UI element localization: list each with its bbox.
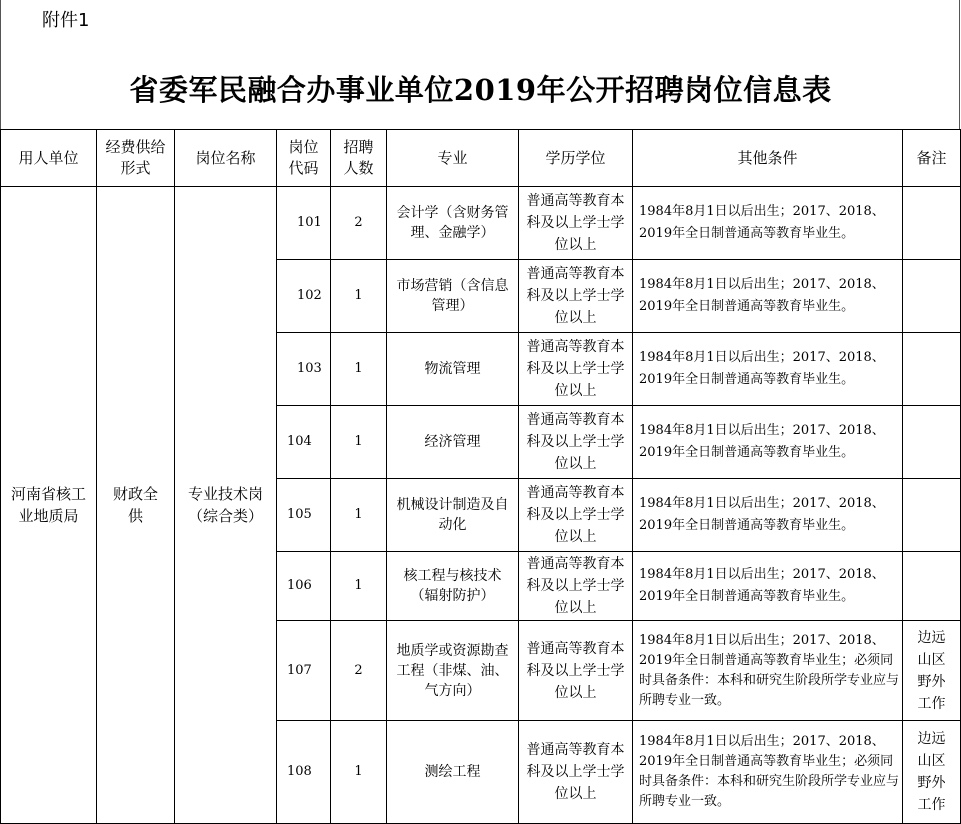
cell-education: 普通高等教育本科及以上学士学位以上 [519,552,633,621]
cell-count: 1 [331,333,387,406]
header-major: 专业 [387,130,519,187]
cell-count: 1 [331,479,387,552]
cell-other: 1984年8月1日以后出生；2017、2018、2019年全日制普通高等教育毕业生；必须同时具备条件：本科和研究生阶段所学专业应与所聘专业一致。 [633,721,903,824]
cell-other: 1984年8月1日以后出生；2017、2018、2019年全日制普通高等教育毕业生；必须同时具备条件：本科和研究生阶段所学专业应与所聘专业一致。 [633,621,903,721]
cell-major: 核工程与核技术（辐射防护） [387,552,519,621]
cell-education: 普通高等教育本科及以上学士学位以上 [519,187,633,260]
cell-code: 102 [277,260,331,333]
header-count-text: 招聘人数 [343,138,374,177]
cell-education: 普通高等教育本科及以上学士学位以上 [519,333,633,406]
header-education: 学历学位 [519,130,633,187]
header-code-text: 岗位代码 [288,138,319,177]
cell-funding [97,187,175,824]
header-code [277,130,331,187]
frame-right-border [959,0,960,130]
cell-count: 1 [331,406,387,479]
header-position: 岗位名称 [175,130,277,187]
cell-major: 会计学（含财务管理、金融学） [387,187,519,260]
cell-major: 机械设计制造及自动化 [387,479,519,552]
cell-unit: 河南省核工业地质局 [1,187,97,824]
header-other: 其他条件 [633,130,903,187]
cell-major: 物流管理 [387,333,519,406]
cell-education: 普通高等教育本科及以上学士学位以上 [519,406,633,479]
cell-position: 专业技术岗（综合类） [175,187,277,824]
cell-remarks [903,187,961,260]
cell-remarks [903,721,961,824]
document-title: 省委军民融合办事业单位2019年公开招聘岗位信息表 [129,73,832,107]
cell-education: 普通高等教育本科及以上学士学位以上 [519,721,633,824]
cell-other: 1984年8月1日以后出生；2017、2018、2019年全日制普通高等教育毕业生。 [633,479,903,552]
cell-major: 市场营销（含信息管理） [387,260,519,333]
cell-code: 108 [277,721,331,824]
cell-major: 经济管理 [387,406,519,479]
cell-code: 101 [277,187,331,260]
cell-code: 105 [277,479,331,552]
cell-major: 测绘工程 [387,721,519,824]
cell-remarks [903,552,961,621]
table-header-row [1,130,961,187]
cell-code: 106 [277,552,331,621]
cell-count: 1 [331,260,387,333]
table-row [1,187,961,260]
cell-code: 107 [277,621,331,721]
cell-count: 1 [331,552,387,621]
cell-other: 1984年8月1日以后出生；2017、2018、2019年全日制普通高等教育毕业生。 [633,406,903,479]
cell-code: 103 [277,333,331,406]
cell-code: 104 [277,406,331,479]
cell-count: 2 [331,621,387,721]
cell-education: 普通高等教育本科及以上学士学位以上 [519,260,633,333]
cell-other: 1984年8月1日以后出生；2017、2018、2019年全日制普通高等教育毕业生。 [633,187,903,260]
cell-other: 1984年8月1日以后出生；2017、2018、2019年全日制普通高等教育毕业生。 [633,333,903,406]
cell-count: 2 [331,187,387,260]
cell-remarks [903,406,961,479]
header-unit: 用人单位 [1,130,97,187]
cell-other: 1984年8月1日以后出生；2017、2018、2019年全日制普通高等教育毕业生。 [633,260,903,333]
cell-count: 1 [331,721,387,824]
frame-left-border [0,0,1,130]
attachment-label: 附件1 [42,10,90,31]
cell-major: 地质学或资源勘查工程（非煤、油、气方向） [387,621,519,721]
recruitment-table [0,129,961,824]
cell-funding-text: 财政全供 [113,485,159,525]
cell-other: 1984年8月1日以后出生；2017、2018、2019年全日制普通高等教育毕业生。 [633,552,903,621]
cell-remarks-text: 边远山区野外工作 [917,629,946,712]
cell-remarks [903,333,961,406]
header-count [331,130,387,187]
cell-remarks-text: 边远山区野外工作 [917,731,946,813]
cell-remarks [903,479,961,552]
cell-education: 普通高等教育本科及以上学士学位以上 [519,621,633,721]
cell-education: 普通高等教育本科及以上学士学位以上 [519,479,633,552]
cell-remarks [903,260,961,333]
header-funding-text: 经费供给形式 [105,138,166,177]
cell-remarks [903,621,961,721]
header-remarks: 备注 [903,130,961,187]
header-funding [97,130,175,187]
